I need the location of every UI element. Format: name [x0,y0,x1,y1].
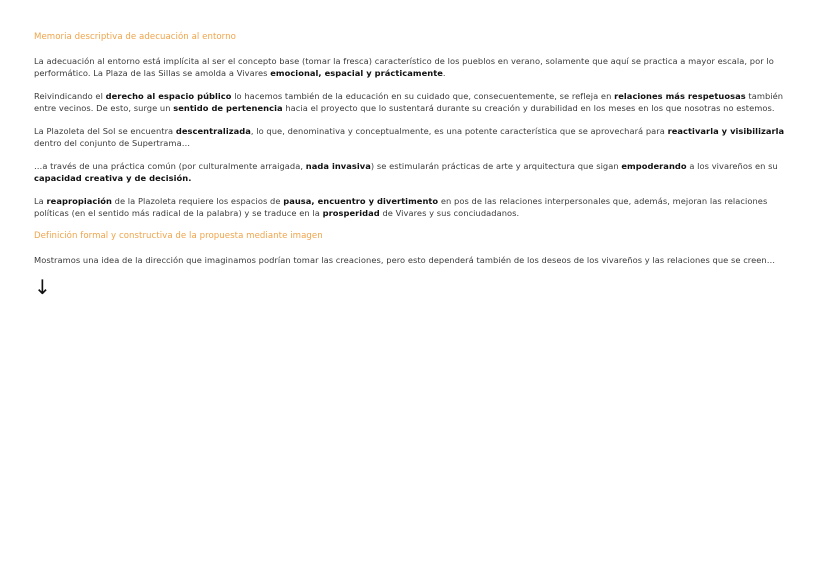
emphasis-text: emocional, espacial y prácticamente [270,68,443,78]
paragraph [34,90,790,114]
emphasis-text: prosperidad [322,208,380,218]
body-text: La Plazoleta del Sol se encuentra [34,126,176,136]
body-text: a los vivareños en su [686,161,778,171]
body-text: de la Plazoleta requiere los espacios de [111,196,284,206]
body-text: en pos de las relaciones interpersonales que, además, mejoran las relaciones políticas (en el sentido más radical de la palabra) y se traduce en la [34,196,768,218]
emphasis-text: reactivarla y visibilizarla [667,126,785,136]
section-definicion-body [34,254,790,266]
section-heading-memoria: Memoria descriptiva de adecuación al entorno [34,32,236,42]
emphasis-text: sentido de pertenencia [173,103,283,113]
emphasis-text: relaciones más respetuosas [614,91,746,101]
emphasis-text: descentralizada [175,126,251,136]
section-memoria-body [34,55,790,219]
emphasis-text: reapropiación [46,196,112,206]
body-text: de Vivares y sus conciudadanos. [379,208,520,218]
paragraph [34,125,790,149]
body-text: ) se estimularán prácticas de arte y arquitectura que sigan [370,161,622,171]
body-text: lo hacemos también de la educación en su cuidado que, consecuentemente, se refleja en [231,91,615,101]
body-text: Mostramos una idea de la dirección que imaginamos podrían tomar las creaciones, pero esto dependerá también de los deseos de los vivareños y las relaciones que se creen… [34,255,776,265]
paragraph [34,55,790,79]
section-heading-definicion: Definición formal y constructiva de la propuesta mediante imagen [34,231,323,241]
body-text: La [34,196,47,206]
emphasis-text: pausa, encuentro y divertimento [283,196,439,206]
body-text: , lo que, denominativa y conceptualmente, es una potente característica que se aprovechará para [250,126,668,136]
body-text: Reivindicando el [34,91,106,101]
body-text: . [442,68,446,78]
paragraph [34,160,790,184]
paragraph [34,254,790,266]
body-text: …a través de una práctica común (por culturalmente arraigada, [34,161,306,171]
emphasis-text: capacidad creativa y de decisión. [34,173,192,183]
body-text: hacia el proyecto que lo sustentará durante su creación y durabilidad en los meses en los que nosotras no estemos. [282,103,775,113]
body-text: La adecuación al entorno está implícita al ser el concepto base (tomar la fresca) característico de los pueblos en verano, solamente que aquí se practica a mayor escala, por lo performático. La Plaza de las Sillas se amolda a Vivares [34,56,774,78]
emphasis-text: nada invasiva [305,161,371,171]
emphasis-text: derecho al espacio público [105,91,232,101]
emphasis-text: empoderando [621,161,687,171]
paragraph [34,195,790,219]
body-text: también entre vecinos. De esto, surge un [34,91,784,113]
arrow-down-icon: ↓ [34,275,51,299]
body-text: dentro del conjunto de Supertrama… [34,138,191,148]
document-content [34,31,790,297]
